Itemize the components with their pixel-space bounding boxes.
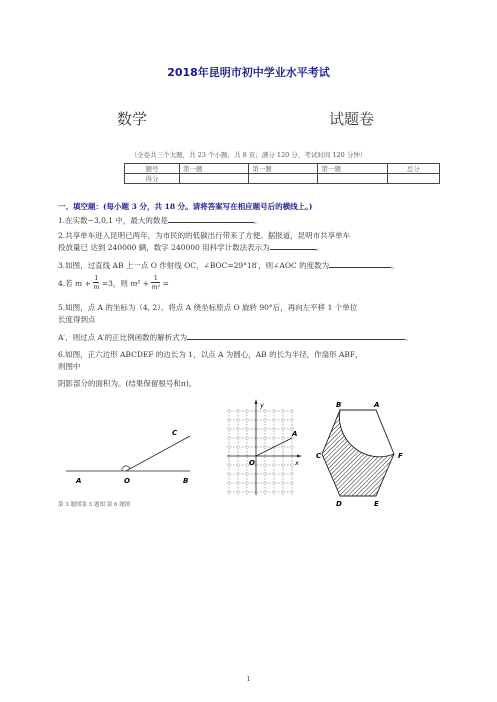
label-b: B xyxy=(183,477,189,485)
label-a: A xyxy=(76,477,82,485)
score-cell xyxy=(318,174,387,184)
question-text: 1.在实数−3,0,1 中，最大的数是 xyxy=(58,216,168,225)
score-table xyxy=(124,163,440,184)
figure-caption: 第 3 题图第 5 题图 第 6 题图 xyxy=(58,502,131,508)
score-table-row xyxy=(125,164,440,174)
label-x: x xyxy=(295,459,299,467)
fraction: $\frac{1}{m}$ xyxy=(93,274,100,291)
score-table-row xyxy=(125,174,440,184)
question-2-line2: 投放量已 达到 240000 辆，数字 240000 用科学计数法表示为 。 xyxy=(58,243,324,252)
subject-label: 数学 xyxy=(117,110,148,128)
answer-blank[interactable] xyxy=(329,261,391,268)
question-5-line3: A′，则过点 A′的正比例函数的解析式为 。 xyxy=(58,333,413,342)
figure-q5 xyxy=(224,397,306,497)
question-5-line1: 5.如图，点 A 的坐标为（4, 2）。将点 A 绕坐标原点 O 旋转 90°后，再向左平移 1 个单位 xyxy=(58,303,358,312)
score-cell xyxy=(180,174,249,184)
question-2-line1: 2.共享单车进入昆明已两年，为市民的的低碳出行带来了方便。据报道，昆明市共享单车 xyxy=(58,231,351,240)
x-axis-arrow xyxy=(297,455,302,458)
ray-oc xyxy=(126,436,190,471)
angle-arc xyxy=(122,466,130,471)
question-6-line1: 6.如图，正六边形 ABCDEF 的边长为 1，以点 A 为圆心，AB 的长为半径，作扇形 ABF， xyxy=(58,350,363,359)
exam-note: （全卷共三个大题，共 23 个小题，共 8 页；满分 120 分，考试时间 120 分钟） xyxy=(130,151,367,159)
score-cell: 第一题 xyxy=(180,164,249,174)
question-text: 3.如图，过直线 AB 上一点 O 作射线 OC，∠BOC=29°18′，则∠AOC 的度数为 xyxy=(58,261,330,270)
exam-title: 2018年昆明市初中学业水平考试 xyxy=(167,66,330,79)
label-c: C xyxy=(316,452,322,460)
score-cell: 题号 xyxy=(125,164,180,174)
y-axis-arrow xyxy=(255,399,258,404)
page-number: 1 xyxy=(246,676,251,683)
score-cell: 第一题 xyxy=(318,164,387,174)
figure-q6 xyxy=(318,398,448,510)
score-cell xyxy=(249,174,318,184)
score-cell: 第一题 xyxy=(249,164,318,174)
fraction: $\frac{1}{\text{m²}}$ xyxy=(151,274,161,291)
label-b: B xyxy=(336,401,342,409)
answer-blank[interactable] xyxy=(270,243,316,250)
label-e: E xyxy=(374,500,379,508)
answer-blank[interactable] xyxy=(168,216,254,223)
question-6-line2: 则图中 xyxy=(58,362,81,371)
score-cell: 得分 xyxy=(125,174,180,184)
question-5-line2: 长度得到点 xyxy=(58,315,96,324)
label-o: O xyxy=(249,459,255,467)
answer-blank[interactable] xyxy=(187,333,405,340)
label-o: O xyxy=(124,477,130,485)
label-a: A xyxy=(292,430,298,438)
grid xyxy=(227,409,294,495)
figure-q3 xyxy=(58,420,218,490)
label-a: A xyxy=(374,401,380,409)
label-y: y xyxy=(260,401,264,409)
label-d: D xyxy=(336,500,342,508)
question-1: 1.在实数−3,0,1 中，最大的数是 。 xyxy=(58,216,262,225)
question-3: 3.如图，过直线 AB 上一点 O 作射线 OC，∠BOC=29°18′，则∠AOC 的度数为 。 xyxy=(58,261,399,270)
label-c: C xyxy=(172,429,178,437)
question-4: 4.若 m + $\frac{1}{m}$ =3，则 m² + $\frac{1}{\text{m²}}$ = xyxy=(58,274,169,291)
label-f: F xyxy=(398,452,403,460)
score-cell: 总分 xyxy=(387,164,439,174)
section-heading: 一、填空题：(每小题 3 分，共 18 分。请将答案写在相应题号后的横线上。) xyxy=(58,202,313,211)
question-6-line3: 阴影部分的面积为。(结果保留根号和π)。 xyxy=(58,379,197,388)
paper-label: 试题卷 xyxy=(329,110,375,128)
score-cell xyxy=(387,174,439,184)
